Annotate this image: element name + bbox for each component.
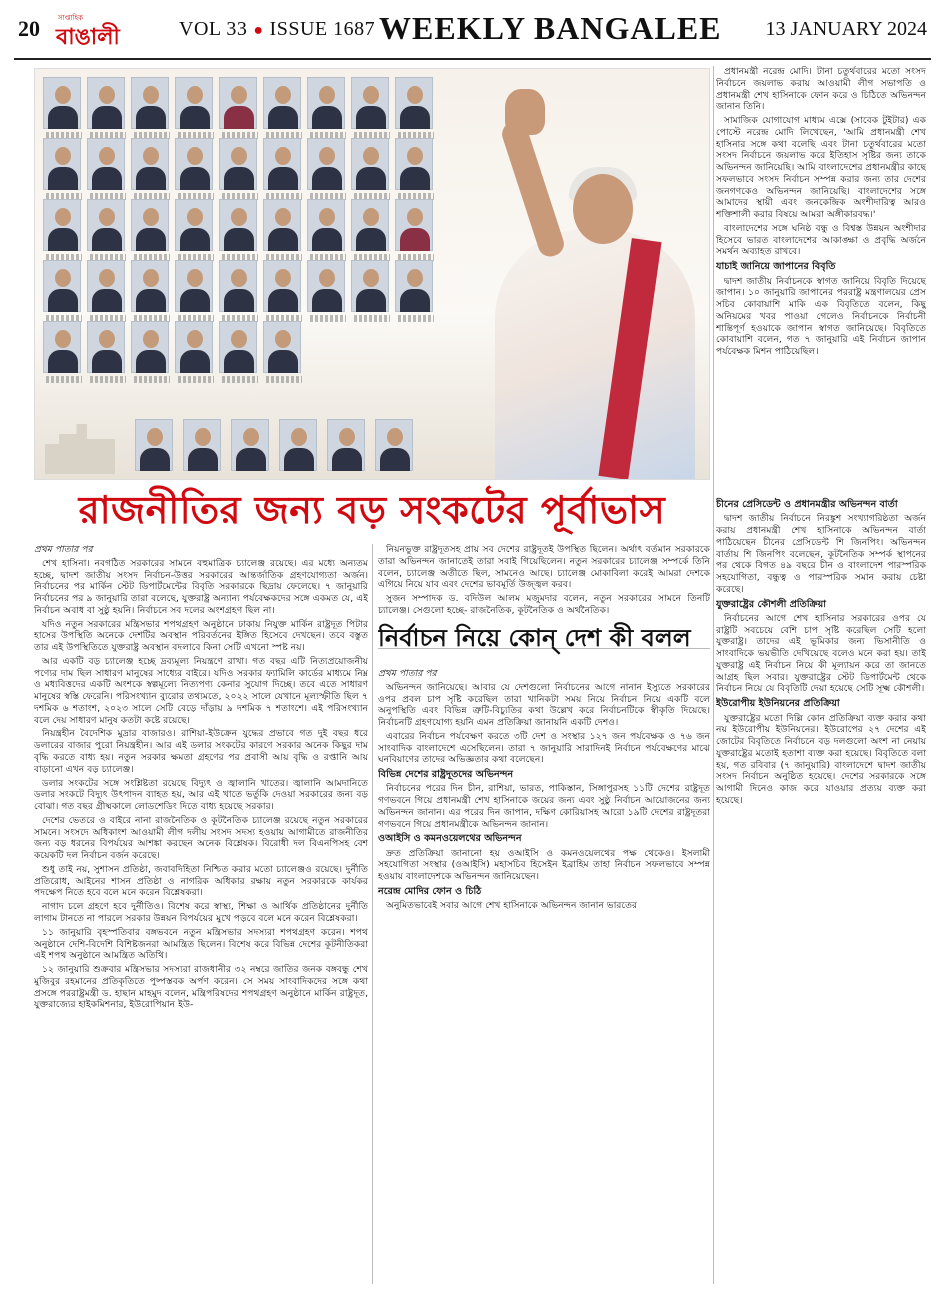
portrait — [43, 199, 81, 251]
portrait — [351, 260, 389, 312]
paragraph: নির্বাচনের আগে শেখ হাসিনার সরকারের ওপর যে রাষ্ট্রটি সবচেয়ে বেশি চাপ সৃষ্টি করেছিল সেটি হলো যুক্তরাষ্ট্র। তাদের এই ভূমিকার জন্য ভিসানীতি ও সাংবাদিকে ভয়ভীতি দেখিয়েছে বলেও মনে করা হয়। তাই যুক্তরাষ্ট্র এই নির্বাচন নিয়ে কী মূল্যায়ন করে তা জানতে আগ্রহ ছিল সবার। যুক্তরাষ্ট্রের স্টেট ডিপার্টমেন্ট থেকে নির্বাচন নিয়ে যে বিবৃতিটি দেয়া হয়েছে সেটি সূক্ষ্ম কৌশলী। — [716, 612, 926, 695]
portrait — [351, 77, 389, 129]
paragraph: ১২ জানুয়ারি শুক্রবার মন্ত্রিসভার সদস্যরা রাজধানীর ৩২ নম্বরে জাতির জনক বঙ্গবন্ধু শেখ মুজিবুর রহমানের প্রতিকৃতিতে পুষ্পস্তবক অর্পণ করেন। সে সময় সাংবাদিকদের সঙ্গে কথা প্রসঙ্গে পররাষ্ট্রমন্ত্রী ড. হাছান মাহমুদ বলেন, মন্ত্রিপরিষদের শপথগ্রহণ অনুষ্ঠানে মার্কিন রাষ্ট্রদূত, যুক্তরাজ্যের হাইকমিশনার, ইউরোপিয়ান ইউ- — [34, 964, 368, 1011]
portrait — [263, 138, 301, 190]
section-heading: যাচাই জানিয়ে জাপানের বিবৃতি — [716, 261, 836, 273]
paragraph: নিয়নভুক্ত রাষ্ট্রদূতসহ প্রায় সব দেশের রাষ্ট্রদূতই উপস্থিত ছিলেন। অর্থাৎ বর্তমান সরকারকে তারা অভিনন্দন জানাতেই তারা সবাই গিয়েছিলেন। নতুন সরকারের চ্যালেঞ্জ সম্পর্কে তিনি বলেন, চ্যালেঞ্জ অতীতে ছিল, সামনেও আছে। চ্যালেঞ্জ মোকাবিলা করেই আমরা দেশকে এগিয়ে নিয়ে যাব এবং দেশের ভাবমূর্তি উজ্জ্বল করব। — [378, 544, 710, 591]
paragraph: যদিও নতুন সরকারের মন্ত্রিসভার শপথগ্রহণ অনুষ্ঠানে ঢাকায় নিযুক্ত মার্কিন রাষ্ট্রদূত পিটার হাসের উপস্থিতি অনেকে দেশটির অবস্থান পরিবর্তনের ইঙ্গিত হিসেবে দেখছেন। তবে বস্তুত তার এই উপস্থিতিতে যুক্তরাষ্ট্র অবস্থান বদলাবে কিনা সেটি এখনো স্পষ্ট নয়। — [34, 618, 368, 654]
column-divider — [372, 544, 373, 1284]
paragraph: নাগাদ চলে গ্রহণে হবে দুর্নীতিও। বিশেষ করে স্বাস্থ্য, শিক্ষা ও আর্থিক প্রতিষ্ঠানের দুর্নীতি লাগাম টানতে না পারলে সরকার উন্নয়ন বিপর্যয়ের মুখে পড়বে বলে মনে করেন বিশ্লেষকরা। — [34, 901, 368, 924]
paragraph: আর একটি বড় চ্যালেঞ্জ হচ্ছে দ্রব্যমূল্য নিয়ন্ত্রণে রাখা। গত বছর এটি নিত্যপ্রয়োজনীয় পণ্যের দাম ছিল সাধারণ মানুষের সাধ্যের বাইরে। যদিও সরকার ফ্যামিলি কার্ডের মাধ্যমে নিম্ন ও মধ্যবিত্তদের একটি অংশকে স্বল্পমূল্যে নিত্যপণ্য কেনার সুযোগ দিচ্ছে। তবে এতে সাধারণ মানুষের স্বস্তি ফেরেনি। পরিসংখ্যান ব্যুরোর তথ্যমতে, ২০২২ সালে যেখানে মূল্যস্ফীতি ছিল ৭ দশমিক ৬ শতাংশ, ২০২৩ সালে সেটি বেড়ে দাঁড়ায় ৯ দশমিক ৭ শতাংশে। এই পরিসংখ্যান বলে দেয় সাধারণ মানুষ কতটা কষ্টে রয়েছে। — [34, 655, 368, 726]
portrait — [175, 321, 213, 373]
portrait — [175, 260, 213, 312]
masthead-rule — [14, 58, 931, 60]
bullet-icon: ● — [253, 22, 264, 39]
portrait — [131, 321, 169, 373]
portrait — [131, 77, 169, 129]
portrait — [131, 199, 169, 251]
paragraph: সুজন সম্পাদক ড. বদিউল আলম মজুমদার বলেন, নতুন সরকারের সামনে তিনটি চ্যালেঞ্জ। সেগুলো হচ্ছে- রাজনৈতিক, কূটনৈতিক ও অর্থনৈতিক। — [378, 593, 710, 616]
portrait — [351, 138, 389, 190]
paragraph: সামাজিক যোগাযোগ মাধ্যম এক্সে (সাবেক টুইটার) এক পোস্টে নরেন্দ্র মোদি লিখেছেন, 'আমি প্রধানমন্ত্রী শেখ হাসিনার সঙ্গে কথা বলেছি এবং টানা চতুর্থবারের মতো সংসদ নির্বাচনে জয়লাভ করে ইতিহাস সৃষ্টির জন্য তাকে অভিনন্দন জানিয়েছি। আমি বাংলাদেশের প্রধানমন্ত্রীর কাছে সফলভাবে সংসদ নির্বাচন সম্পন্ন করার জন্য তার দেশের জনগণকেও অভিনন্দন জানিয়েছি। বাংলাদেশের সঙ্গে আমাদের স্থায়ী এবং জনকেন্দ্রিক অংশীদারিত্ব আরও শক্তিশালী করার বিষয়ে আমরা অঙ্গীকারবদ্ধ।' — [716, 115, 926, 221]
portrait — [219, 321, 257, 373]
section-heading: নরেন্দ্র মোদির ফোন ও চিঠি — [378, 886, 482, 898]
section-heading: বিভিন্ন দেশের রাষ্ট্রদূতদের অভিনন্দন — [378, 769, 514, 781]
portrait — [395, 138, 433, 190]
portrait — [351, 199, 389, 251]
cabinet-portrait-grid — [43, 77, 443, 382]
portrait — [219, 138, 257, 190]
portrait — [263, 77, 301, 129]
portrait — [43, 260, 81, 312]
portrait-row — [43, 260, 443, 312]
portrait — [231, 419, 269, 471]
section-heading: যুক্তরাষ্ট্রের কৌশলী প্রতিক্রিয়া — [716, 598, 827, 610]
portrait — [307, 260, 345, 312]
section-heading: ওআইসি ও কমনওয়েলথের অভিনন্দন — [378, 833, 522, 845]
jump-line: প্রথম পাতার পর — [378, 668, 437, 679]
issue-meta — [179, 18, 375, 41]
article-right-top — [716, 66, 926, 492]
portrait — [219, 77, 257, 129]
masthead — [14, 4, 931, 56]
portrait — [307, 138, 345, 190]
issue-label: ISSUE 1687 — [269, 18, 376, 40]
portrait-row — [135, 419, 413, 471]
portrait — [87, 260, 125, 312]
paragraph: বাংলাদেশের সঙ্গে ঘনিষ্ঠ বন্ধু ও বিশ্বস্ত উন্নয়ন অংশীদার হিসেবে ভারত বাংলাদেশের আকাঙ্ক্ষা ও প্রবৃদ্ধি অর্জনে সমর্থন অব্যাহত রাখবে। — [716, 222, 926, 258]
paragraph: দেশের ভেতরে ও বাইরে নানা রাজনৈতিক ও কূটনৈতিক চ্যালেঞ্জ রয়েছে নতুন সরকারের সামনে। সংসদে অধিকাংশ আওয়ামী লীগ দলীয় সংসদ সদস্য হওয়ায় আগামীতে রাজনীতির জন্য বড় ধরনের বিপর্যয়ের আশঙ্কা করছেন অনেক বিশ্লেষক। বিরোধী দল বিএনপিসহ বেশ কয়েকটি দল নির্বাচন বর্জন করেছে। — [34, 814, 368, 862]
paper-name: WEEKLY BANGALEE — [379, 10, 722, 46]
lead-photo — [34, 68, 710, 480]
logo-wordmark: বাঙালী — [56, 25, 120, 50]
portrait — [219, 260, 257, 312]
paragraph: যুক্তরাষ্ট্রের মতো দিল্লি কোন প্রতিক্রিয়া ব্যক্ত করার কথা নয় ইউরোপীয় ইউনিয়নের। ইউরোপের ২৭ দেশের এই জোটের বিবৃতিতে নির্বাচনে বড় দলগুলো অংশ না নেয়ায় যুক্তরাষ্ট্রের মতোই হতাশা ব্যক্ত করা হয়েছে। বিবৃতিতে বলা হয়, গত রবিবার (৭ জানুয়ারি) বাংলাদেশে দ্বাদশ জাতীয় সংসদ নির্বাচন অনুষ্ঠিত হয়েছে। দেশের সরকারকে সঙ্গে আগামী দিনেও কাজ করে যাওয়ার প্রত্যয় ব্যক্ত করা হয়েছে। — [716, 712, 926, 806]
portrait-row — [43, 77, 443, 129]
portrait — [87, 77, 125, 129]
portrait — [279, 419, 317, 471]
portrait — [183, 419, 221, 471]
portrait — [263, 321, 301, 373]
section-heading: চীনের প্রেসিডেন্ট ও প্রধানমন্ত্রীর অভিনন্দন বার্তা — [716, 499, 898, 510]
portrait — [375, 419, 413, 471]
parliament-building — [45, 424, 115, 474]
portrait — [395, 260, 433, 312]
portrait — [175, 199, 213, 251]
issue-date: 13 JANUARY 2024 — [765, 18, 927, 40]
portrait — [327, 419, 365, 471]
portrait — [131, 260, 169, 312]
column-divider — [713, 66, 714, 1284]
paragraph: দ্রুত প্রতিক্রিয়া জানানো হয় ওআইসি ও কমনওয়েলথের পক্ষ থেকেও। ইসলামী সহযোগিতা সংস্থার (ওআইসি) মহাসচিব হিসেইন ইব্রাহিম তাহা নির্বাচন সফলভাবে সম্পন্ন হওয়ায় বাংলাদেশকে অভিনন্দন জানিয়েছেন। — [378, 847, 710, 883]
paragraph: দ্বাদশ জাতীয় নির্বাচনকে স্বাগত জানিয়ে বিবৃতি দিয়েছে জাপান। ১০ জানুয়ারি জাপানের পররাষ্ট্র মন্ত্রণালয়ের প্রেস সচিব কোবায়াশি মাকি এক বিবৃতিতে বলেন, কিছু অনিয়মের খবর পাওয়া গেলেও নির্বাচনকে নির্বাচনী শান্তিপূর্ণ হওয়াকে জাপান স্বাগত জানিয়েছে। বিবৃতিতে কোবায়াশি বলেন, গত ৭ জানুয়ারি এই নির্বাচন জাপান পর্যবেক্ষক মিশন পাঠিয়েছিল। — [716, 275, 926, 358]
main-headline: রাজনীতির জন্য বড় সংকটের পূর্বাভাস — [78, 488, 666, 532]
portrait-row — [43, 138, 443, 190]
portrait — [175, 138, 213, 190]
paragraph: ডলার সংকটের সঙ্গে সংশ্লিষ্টতা রয়েছে বিদ্যুৎ ও জ্বালানি খাতের। জ্বালানি আমদানিতে ডলার সংকটে বিদ্যুৎ উৎপাদন ব্যাহত হয়, আর এই খাতে ভর্তুকি দেওয়া সরকারের জন্য বড় বোঝা। গত বছর গ্রীষ্মকালে লোডশেডিং দিতে বাধ্য হয়েছে সরকার। — [34, 777, 368, 813]
paragraph: অভিনন্দন জানিয়েছে। আবার যে দেশগুলো নির্বাচনের আগে নানান ইস্যুতে সরকারের ওপর প্রবল চাপ সৃষ্টি করেছিল তারা খানিকটা সময় নিয়ে নির্বাচন নিয়ে একটি বলে অনুপস্থিতি এবং বিভিন্ন ত্রুটি-বিচ্যুতির কথা উল্লেখ করে নির্বাচনটিকে স্বীকৃতি দিয়েছে। নির্বাচনটি গ্রহণযোগ্য হয়নি এমন প্রতিক্রিয়া জানায়নি একটি দেশও। — [378, 681, 710, 729]
paragraph: ১১ জানুয়ারি বৃহস্পতিবার বঙ্গভবনে নতুন মন্ত্রিসভার সদস্যরা শপথগ্রহণ করেন। শপথ অনুষ্ঠানে দেশি-বিদেশি বিশিষ্টজনরা আমন্ত্রিত ছিলেন। বিশেষ করে বিভিন্ন দেশের কূটনীতিকরা এই শপথ অনুষ্ঠানে আমন্ত্রিত অতিথি। — [34, 926, 368, 962]
portrait — [135, 419, 173, 471]
portrait — [175, 77, 213, 129]
portrait-row — [43, 321, 443, 373]
portrait — [87, 199, 125, 251]
logo-tagline: সাপ্তাহিক — [58, 14, 84, 22]
paragraph: শুধু তাই নয়, সুশাসন প্রতিষ্ঠা, জবাবদিহিতা নিশ্চিত করার মতো চ্যালেঞ্জও রয়েছে। দুর্নীতি প্রতিরোধ, আইনের শাসন প্রতিষ্ঠা ও নাগরিক অধিকার রক্ষায় নতুন সরকারকে কার্যকর পদক্ষেপ নিতে হবে বলে মনে করেন বিশ্লেষকরা। — [34, 863, 368, 899]
paragraph: শেখ হাসিনা। নবগঠিত সরকারের সামনে বহুমাত্রিক চ্যালেঞ্জ রয়েছে। এর মধ্যে অন্যতম হচ্ছে, দ্বাদশ জাতীয় সংসদ নির্বাচন-উত্তর সরকারের আন্তর্জাতিক গ্রহণযোগ্যতা অর্জন। নির্বাচনের পর মার্কিন স্টেট ডিপার্টমেন্টের বিবৃতি সরকারকে ছিদ্রায় ফেলেছে। ৭ জানুয়ারি নির্বাচনের পর ৯ জানুয়ারি তারা বলেছে, যুক্তরাষ্ট্র অন্যান্য পর্যবেক্ষকদের সঙ্গে একমত যে, এই নির্বাচন অবাধ বা সুষ্ঠু হয়নি। নির্বাচনে সব দলের অংশগ্রহণ ছিল না। — [34, 557, 368, 616]
section-heading: ইউরোপীয় ইউনিয়নের প্রতিক্রিয়া — [716, 698, 840, 710]
article-reactions-column — [378, 668, 710, 1284]
portrait — [43, 138, 81, 190]
portrait — [395, 77, 433, 129]
portrait — [263, 260, 301, 312]
paragraph: দ্বাদশ জাতীয় নির্বাচনে নিরঙ্কুশ সংখ্যাগরিষ্ঠতা অর্জন করায় প্রধানমন্ত্রী শেখ হাসিনাকে অভিনন্দন বার্তা পাঠিয়েছেন চীনের প্রেসিডেন্ট শি জিনপিং। অভিনন্দন বার্তায় শি জিনপিং বলেছেন, কূটনৈতিক সম্পর্ক স্থাপনের পর থেকে বিগত ৪৯ বছরে চীন ও বাংলাদেশ পারস্পরিক সহযোগিতা, বন্ধুত্ব ও পারস্পরিক সমান করায় চেষ্টা করেছে। — [716, 513, 926, 595]
paragraph: নির্বাচনের পরের দিন চীন, রাশিয়া, ভারত, পাকিস্তান, সিঙ্গাপুরসহ ১১টি দেশের রাষ্ট্রদূত গণভবনে গিয়ে প্রধানমন্ত্রী শেখ হাসিনাকে জয়ের জন্য এবং সুষ্ঠু নির্বাচন আয়োজনের জন্য অভিনন্দন জানান। এর পরের দিন জাপান, দক্ষিণ কোরিয়াসহ আরো ১৯টি দেশের রাষ্ট্রদূতরা গণভবনে গিয়ে প্রধানমন্ত্রীকে অভিনন্দন জানান। — [378, 783, 710, 830]
paragraph: নিয়ন্ত্রহীন বৈদেশিক মুদ্রার বাজারও। রাশিয়া-ইউক্রেন যুদ্ধের প্রভাবে গত দুই বছর ধরে ডলারের বাজার পুরো নিয়ন্ত্রহীন। আর এই ডলার সংকটের কারণে সরকার অনেক কিছুর দাম বৃদ্ধি করতে বাধ্য হয়। নতুন সরকার ক্ষমতা গ্রহণের পর প্রবাসী আয় বৃদ্ধি ও রপ্তানি আয় বাড়ানো এখন বড় চ্যালেঞ্জ। — [34, 728, 368, 775]
paragraph: অনুমিতভাবেই সবার আগে শেখ হাসিনাকে অভিনন্দন জানান ভারতের — [386, 900, 638, 912]
portrait — [87, 321, 125, 373]
portrait — [307, 77, 345, 129]
volume-label: VOL 33 — [179, 18, 248, 40]
portrait — [395, 199, 433, 251]
jump-line: প্রথম পাতার পর — [34, 544, 93, 555]
portrait — [307, 199, 345, 251]
portrait — [43, 321, 81, 373]
page-number: 20 — [18, 16, 40, 41]
article-right-bottom — [716, 496, 926, 1284]
portrait — [219, 199, 257, 251]
prime-minister-waving-photo — [465, 79, 705, 479]
portrait — [131, 138, 169, 190]
portrait-row — [43, 199, 443, 251]
portrait — [87, 138, 125, 190]
portrait — [43, 77, 81, 129]
newspaper-logo — [54, 10, 144, 50]
secondary-headline: নির্বাচন নিয়ে কোন্ দেশ কী বলল — [378, 624, 691, 652]
article-main-column — [34, 544, 368, 1284]
portrait — [263, 199, 301, 251]
paragraph: এবারের নির্বাচন পর্যবেক্ষণ করতে ৩টি দেশ ও সংস্থার ১২৭ জন পর্যবেক্ষক ও ৭৬ জন সাংবাদিক বাংলাদেশে এসেছিলেন। তারা ৭ জানুয়ারি সারাদিনই নির্বাচন পর্যবেক্ষণের মাঝে ঘনবিয়াণের তাদের অভিজ্ঞতার কথা বলেছেন। — [378, 730, 710, 766]
paragraph: প্রধানমন্ত্রী নরেন্দ্র মোদি। টানা চতুর্থবারের মতো সংসদ নির্বাচনে জয়লাভ করায় আওয়ামী লীগ সভাপতি ও প্রধানমন্ত্রী শেখ হাসিনাকে ফোন করে ও চিঠিতে অভিনন্দন জানান তিনি। — [716, 66, 926, 113]
